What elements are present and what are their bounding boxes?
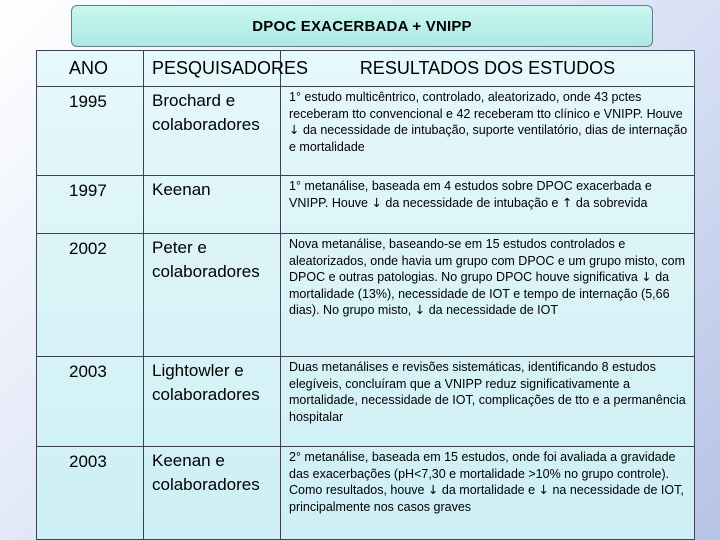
down-arrow-icon: ↓ [289, 122, 300, 137]
row-researchers: Brochard e colaboradores [144, 87, 281, 176]
row-year: 1995 [37, 87, 144, 176]
row-year: 2003 [37, 447, 144, 540]
result-text: Nova metanálise, baseando-se em 15 estudos controlados e aleatorizados, onde havia um grupo com DPOC e um grupo misto, com DPOC e outras patologias. No grupo DPOC houve significativa [289, 237, 686, 284]
row-result [281, 357, 695, 447]
row-result [281, 176, 695, 234]
down-arrow-icon: ↓ [538, 482, 549, 497]
row-year: 2003 [37, 357, 144, 447]
result-text: da necessidade de intubação, suporte ventilatório, dias de internação e mortalidade [289, 123, 688, 154]
table-row [37, 447, 695, 540]
header-year: ANO [37, 51, 144, 87]
result-text: da necessidade de intubação e [381, 195, 562, 210]
result-text: 2° metanálise, baseada em 15 estudos, onde foi avaliada a gravidade das exacerbações (pH<7,30 e mortalidade >10% no grupo controle). Como resultados, houve [289, 450, 676, 497]
down-arrow-icon: ↓ [641, 269, 652, 284]
header-researchers: PESQUISADORES [144, 51, 281, 87]
result-text: Duas metanálises e revisões sistemáticas, identificando 8 estudos elegíveis, concluíram que a VNIPP reduz significativamente a mortalidade, necessidade de IOT, complicações de tto e a permanência hospitalar [289, 360, 686, 424]
table-row [37, 234, 695, 357]
result-text: da necessidade de IOT [425, 303, 558, 317]
result-text: 1° estudo multicêntrico, controlado, aleatorizado, onde 43 pctes receberam tto convencional e 42 receberam tto clínico e VNIPP. Houve [289, 90, 683, 121]
row-researchers: Keenan e colaboradores [144, 447, 281, 540]
studies-table [36, 50, 695, 540]
header-results: RESULTADOS DOS ESTUDOS [281, 51, 695, 87]
slide-title: DPOC EXACERBADA + VNIPP [71, 5, 653, 47]
row-result [281, 87, 695, 176]
table-row [37, 176, 695, 234]
row-year: 2002 [37, 234, 144, 357]
result-text: da sobrevida [572, 195, 648, 210]
table-row [37, 87, 695, 176]
result-text: 1° metanálise, baseada em 4 estudos sobre DPOC exacerbada e VNIPP. Houve [289, 179, 652, 210]
up-arrow-icon: ↑ [561, 194, 573, 210]
result-text: da mortalidade e [438, 483, 539, 497]
row-researchers: Keenan [144, 176, 281, 234]
down-arrow-icon: ↓ [427, 482, 439, 497]
row-result [281, 234, 695, 357]
row-researchers: Peter e colaboradores [144, 234, 281, 357]
down-arrow-icon: ↓ [414, 302, 426, 317]
row-researchers: Lightowler e colaboradores [144, 357, 281, 447]
row-year: 1997 [37, 176, 144, 234]
table-header-row [37, 51, 695, 87]
table-row [37, 357, 695, 447]
row-result [281, 447, 695, 540]
result-text: na necessidade de IOT, principalmente nos casos graves [289, 483, 684, 514]
result-text: da mortalidade (13%), necessidade de IOT e tempo de internação (5,66 dias). No grupo misto, [289, 270, 670, 317]
down-arrow-icon: ↓ [371, 194, 382, 210]
